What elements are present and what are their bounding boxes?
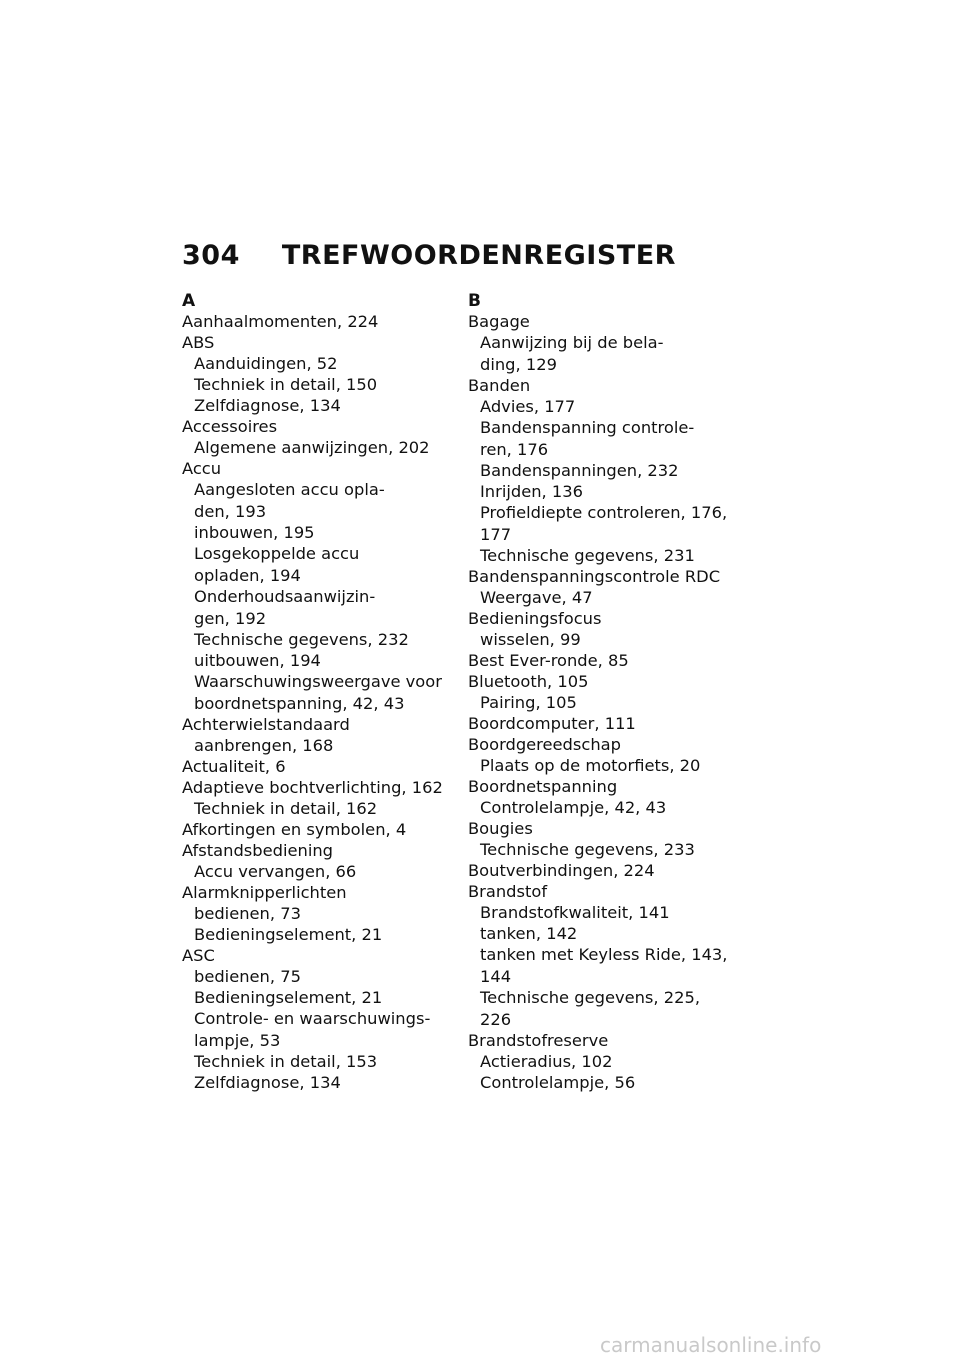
index-entry [468,1030,758,1093]
index-subentry: uitbouwen, 194 [194,651,321,670]
index-entry [182,945,462,1093]
index-subentry: Advies, 177 [480,397,576,416]
index-subentry-continuation: 177 [480,525,512,544]
index-term: Accu [182,459,222,478]
index-entry [182,332,462,416]
index-term: Bedieningsfocus [468,609,602,628]
index-term: Bougies [468,819,533,838]
index-subentry: Zelfdiagnose, 134 [194,1073,341,1092]
index-subentry: Bedieningselement, 21 [194,988,383,1007]
index-subentry: Controlelampje, 42, 43 [480,798,667,817]
index-subentry-continuation: lampje, 53 [194,1031,281,1050]
index-entry [468,776,758,818]
index-term: Adaptieve bochtverlichting, 162 [182,778,443,797]
index-term: Alarmknipperlichten [182,883,347,902]
page-number: 304 [182,240,240,271]
index-subentry: Technische gegevens, 225, [480,988,701,1007]
index-term: Brandstofreserve [468,1031,609,1050]
index-term: Boordcomputer, 111 [468,714,636,733]
index-entry [182,882,462,945]
index-column-a [182,292,462,1093]
index-subentry: bedienen, 75 [194,967,301,986]
index-subentry: Aanwijzing bij de bela- [480,333,664,352]
index-term: Bluetooth, 105 [468,672,589,691]
index-entry [182,416,462,458]
index-subentry: Pairing, 105 [480,693,577,712]
index-subentry: Techniek in detail, 150 [194,375,378,394]
index-entry [182,311,462,332]
index-term: ABS [182,333,215,352]
index-subentry-continuation: den, 193 [194,502,267,521]
index-subentry: Controle- en waarschuwings- [194,1009,431,1028]
index-subentry: Inrijden, 136 [480,482,583,501]
index-entry [468,818,758,860]
index-term: Afkortingen en symbolen, 4 [182,820,407,839]
index-subentry: Aangesloten accu opla- [194,480,385,499]
index-subentry: Profieldiepte controleren, 176, [480,503,728,522]
index-term: ASC [182,946,215,965]
index-subentry: Algemene aanwijzingen, 202 [194,438,430,457]
index-subentry: Techniek in detail, 162 [194,799,378,818]
index-subentry: inbouwen, 195 [194,523,315,542]
index-entry [182,819,462,840]
index-entry [468,650,758,671]
index-subentry: bedienen, 73 [194,904,301,923]
index-subentry: Losgekoppelde accu [194,544,360,563]
index-entry [468,566,758,608]
index-letter: B [468,291,481,311]
index-entry [468,713,758,734]
index-subentry-continuation: gen, 192 [194,609,267,628]
index-term: Bandenspanningscontrole RDC [468,567,721,586]
index-subentry: tanken, 142 [480,924,578,943]
index-subentry: Technische gegevens, 231 [480,546,695,565]
index-subentry: Waarschuwingsweergave voor [194,672,442,691]
index-subentry-continuation: 144 [480,967,512,986]
index-entry [182,840,462,882]
page-header [182,240,676,271]
index-entry [468,671,758,713]
index-entry [182,714,462,756]
index-term: Aanhaalmomenten, 224 [182,312,379,331]
index-term: Afstandsbediening [182,841,333,860]
index-subentry-continuation: 226 [480,1010,512,1029]
index-subentry: Technische gegevens, 232 [194,630,409,649]
index-term: Boordnetspanning [468,777,618,796]
index-term: Actualiteit, 6 [182,757,286,776]
index-subentry-continuation: boordnetspanning, 42, 43 [194,694,405,713]
index-subentry: Techniek in detail, 153 [194,1052,378,1071]
watermark: carmanualsonline.info [600,1333,822,1357]
index-term: Boutverbindingen, 224 [468,861,655,880]
index-entry [468,860,758,881]
index-column-b [468,292,758,1093]
index-entry [468,881,758,1030]
page-title: TREFWOORDENREGISTER [281,240,676,271]
index-subentry: Technische gegevens, 233 [480,840,695,859]
index-term: Boordgereedschap [468,735,621,754]
index-subentry: Brandstofkwaliteit, 141 [480,903,670,922]
index-subentry: Accu vervangen, 66 [194,862,357,881]
index-entry [182,777,462,819]
index-entry [182,756,462,777]
index-subentry: Bandenspanningen, 232 [480,461,679,480]
index-term: Achterwielstandaard [182,715,350,734]
index-entry [468,608,758,650]
index-entry [468,375,758,566]
index-subentry: wisselen, 99 [480,630,581,649]
index-subentry: tanken met Keyless Ride, 143, [480,945,728,964]
index-term: Bagage [468,312,530,331]
index-term: Accessoires [182,417,278,436]
index-term: Brandstof [468,882,548,901]
index-subentry: Bandenspanning controle- [480,418,695,437]
index-entry [182,458,462,714]
index-subentry: Actieradius, 102 [480,1052,613,1071]
index-subentry: aanbrengen, 168 [194,736,334,755]
index-entry [468,311,758,375]
index-subentry-continuation: ding, 129 [480,355,557,374]
index-subentry: Bedieningselement, 21 [194,925,383,944]
index-subentry-continuation: opladen, 194 [194,566,301,585]
index-subentry: Plaats op de motorfiets, 20 [480,756,701,775]
index-subentry-continuation: ren, 176 [480,440,549,459]
index-entry [468,734,758,776]
index-letter: A [182,291,196,311]
index-subentry: Onderhoudsaanwijzin- [194,587,376,606]
index-term: Best Ever-ronde, 85 [468,651,629,670]
index-subentry: Weergave, 47 [480,588,593,607]
index-term: Banden [468,376,531,395]
index-subentry: Controlelampje, 56 [480,1073,636,1092]
index-subentry: Aanduidingen, 52 [194,354,338,373]
index-subentry: Zelfdiagnose, 134 [194,396,341,415]
